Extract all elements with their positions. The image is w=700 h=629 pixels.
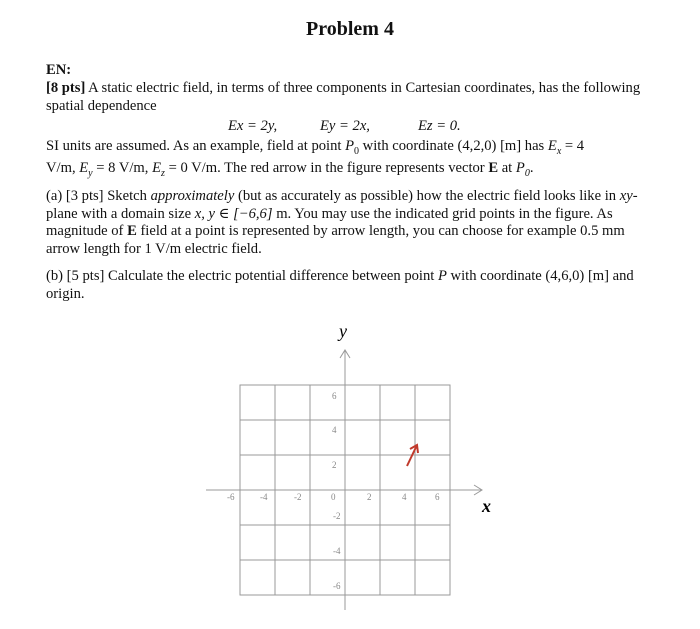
x-tick-labels xyxy=(227,492,440,502)
part-a-text-2: -plane with a domain size xyxy=(46,188,638,222)
x-tick: -4 xyxy=(260,492,268,502)
example-paragraph: SI units are assumed. As an example, field at point $P_0$ with coordinate (4,2,0) [m] has $E_x = 4$ V/m, $E_y = 8$ V/m, $E_z = 0$ V/m. The red arrow in the figure represents vector E at $P_0$. xyxy=(46,138,585,180)
example-text-a: SI units are assumed. As an example, field at point xyxy=(46,138,346,154)
problem-title: Problem 4 xyxy=(306,18,394,40)
part-a-label: (a) [3 pts] Sketch xyxy=(46,188,151,204)
equation-ez: Ez = 0. xyxy=(418,118,461,134)
part-b-label: (b) [5 pts] Calculate the electric potential difference between point xyxy=(46,268,438,284)
part-a-domain: x, y ∈ [−6,6] xyxy=(194,205,273,222)
example-text-c: V/m, xyxy=(46,160,80,177)
y-tick: 4 xyxy=(332,425,337,435)
part-a-text-1: (but as accurately as possible) how the electric field looks like in xyxy=(234,188,620,204)
y-tick: -6 xyxy=(333,581,341,591)
p0-symbol: P xyxy=(345,138,355,154)
vector-e: E xyxy=(488,160,499,177)
x-axis-label: x xyxy=(482,496,491,516)
y-tick: -4 xyxy=(333,546,341,556)
part-b-p: P xyxy=(437,268,447,284)
x-tick: 0 xyxy=(331,492,336,502)
y-tick: -2 xyxy=(333,511,341,521)
x-tick: 4 xyxy=(402,492,407,502)
part-a-italic: approximately xyxy=(150,188,235,204)
x-tick: 6 xyxy=(435,492,440,502)
equation-ey: Ey = 2x, xyxy=(320,118,370,134)
example-text-b: with coordinate (4,2,0) [m] has xyxy=(359,138,548,154)
x-tick: -2 xyxy=(294,492,302,502)
example-text-d: at xyxy=(498,160,516,177)
language-label: EN: xyxy=(46,62,72,78)
part-a-text-4: field at a point is represented by arrow length, you can choose for example 0.5 mm arrow length for 1 V/m electric field. xyxy=(46,223,625,257)
part-a-xy: xy xyxy=(619,188,633,204)
y-tick-labels xyxy=(332,391,341,591)
points-label: [8 pts] xyxy=(46,80,86,96)
part-a-e: E xyxy=(127,223,137,239)
y-tick: 6 xyxy=(332,391,337,401)
intro-text: A static electric field, in terms of three components in Cartesian coordinates, has the following spatial dependence xyxy=(46,80,641,114)
x-tick: 2 xyxy=(367,492,372,502)
part-a-text-3: m. You may use the indicated grid points in the figure. As magnitude of xyxy=(46,205,613,239)
x-tick: -6 xyxy=(227,492,235,502)
example-ex-value: = 4 xyxy=(564,138,585,154)
example-ez-value: = 0 V/m. The red arrow in the figure represents vector xyxy=(168,160,489,177)
example-ey-value: = 8 V/m, xyxy=(96,160,153,177)
y-axis-label: y xyxy=(339,321,347,341)
y-tick: 2 xyxy=(332,460,337,470)
equation-ex: Ex = 2y, xyxy=(228,118,278,134)
part-b-text: with coordinate (4,6,0) [m] and origin. xyxy=(46,268,634,302)
